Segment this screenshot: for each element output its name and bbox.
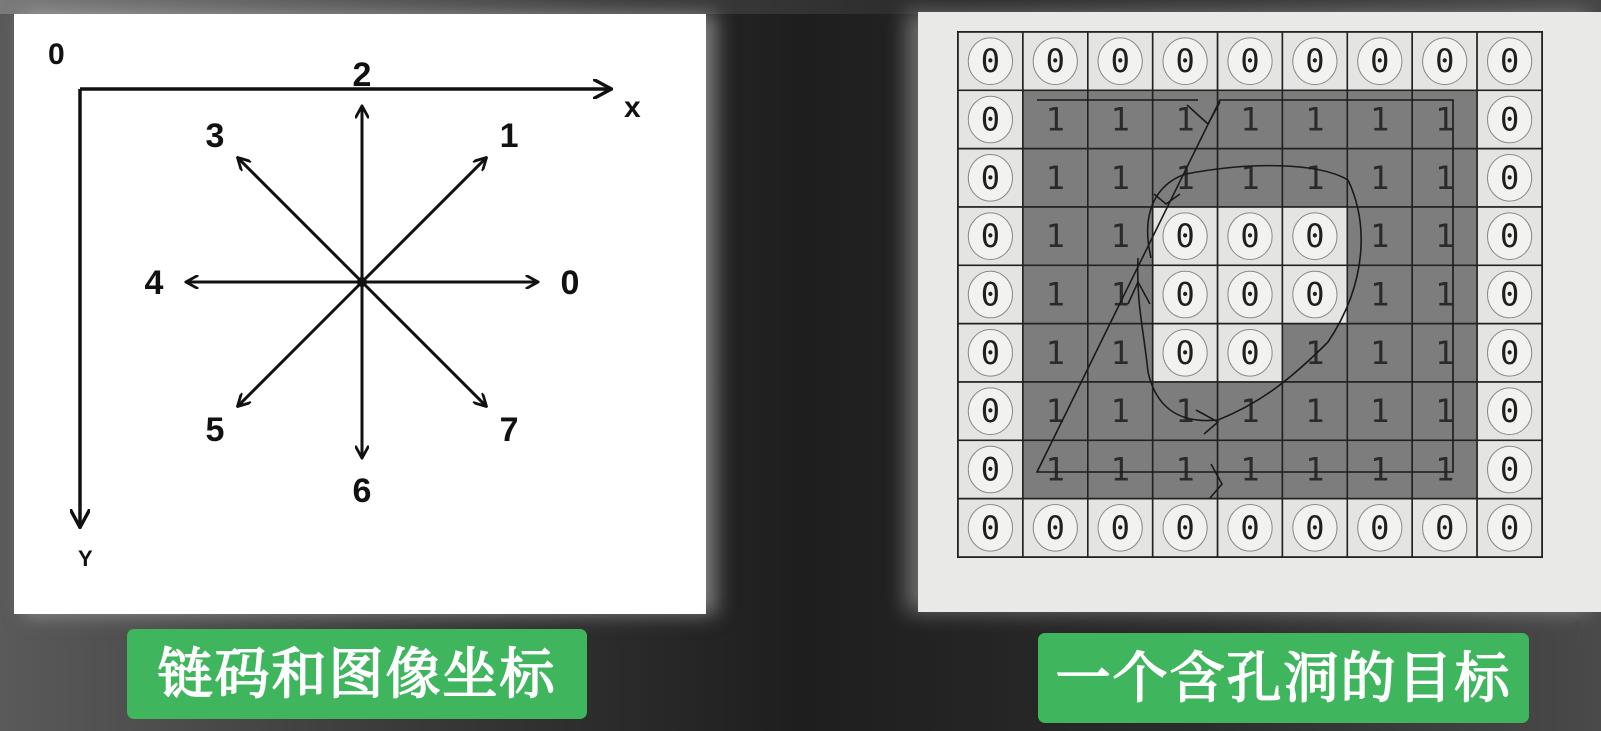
cell-value: 0 [980, 333, 1001, 372]
cell-value: 0 [980, 450, 1001, 489]
cell-value: 0 [1370, 42, 1390, 81]
cell-value: 0 [1175, 275, 1195, 314]
cell-value: 0 [1499, 158, 1520, 197]
direction-arrow-1 [362, 158, 486, 282]
y-axis-label: Y [78, 546, 93, 571]
cell-value: 1 [1305, 450, 1325, 489]
cell-value: 0 [1175, 217, 1195, 256]
cell-value: 1 [1240, 392, 1260, 431]
cell-value: 1 [1370, 275, 1390, 314]
cell-value: 0 [1110, 508, 1130, 547]
object-with-hole-panel [918, 12, 1601, 612]
cell-value: 0 [1305, 42, 1325, 81]
caption-object-hole: 一个含孔洞的目标 [1038, 633, 1529, 723]
direction-label-5: 5 [205, 411, 225, 450]
cell-value: 0 [1175, 333, 1195, 372]
cell-value: 0 [1240, 508, 1260, 547]
cell-value: 1 [1045, 392, 1065, 431]
cell-value: 1 [1305, 333, 1325, 372]
direction-label-3: 3 [205, 116, 225, 155]
cell-value: 0 [980, 42, 1001, 81]
cell-value: 0 [980, 100, 1001, 139]
x-axis-label: x [624, 91, 641, 124]
cell-value: 0 [1175, 508, 1195, 547]
cell-value: 1 [1110, 217, 1130, 256]
cell-value: 1 [1175, 100, 1195, 139]
cell-value: 0 [1240, 333, 1260, 372]
direction-label-4: 4 [144, 264, 164, 302]
direction-label-0: 0 [560, 264, 580, 302]
cell-value: 0 [980, 217, 1001, 256]
cell-value: 0 [980, 275, 1001, 314]
cell-value: 1 [1370, 392, 1390, 431]
cell-value: 1 [1370, 158, 1390, 197]
cell-value: 1 [1045, 333, 1065, 372]
cell-value: 0 [1305, 508, 1325, 547]
cell-value: 0 [1499, 100, 1520, 139]
cell-value: 0 [980, 508, 1001, 547]
object-grid-diagram [918, 12, 1601, 612]
origin-label: 0 [48, 38, 65, 71]
direction-label-7: 7 [499, 411, 519, 450]
cell-value: 1 [1435, 217, 1455, 256]
cell-value: 1 [1110, 392, 1130, 431]
cell-value: 1 [1370, 217, 1390, 256]
cell-value: 1 [1435, 392, 1455, 431]
chain-code-diagram-panel [14, 14, 706, 614]
cell-value: 1 [1435, 450, 1455, 489]
cell-value: 1 [1045, 450, 1065, 489]
cell-value: 1 [1045, 100, 1065, 139]
cell-value: 1 [1175, 392, 1195, 431]
cell-value: 1 [1305, 392, 1325, 431]
cell-value: 1 [1110, 450, 1130, 489]
cell-value: 1 [1240, 450, 1260, 489]
chain-code-diagram [14, 14, 706, 614]
direction-label-1: 1 [499, 116, 519, 155]
cell-value: 0 [1240, 217, 1260, 256]
cell-value: 0 [1240, 42, 1260, 81]
cell-value: 1 [1305, 100, 1325, 139]
cell-value: 0 [1045, 42, 1065, 81]
cell-value: 1 [1435, 333, 1455, 372]
center-dot [357, 277, 367, 287]
corner-mark: 1 [1568, 615, 1589, 653]
cell-value: 1 [1045, 275, 1065, 314]
cell-value: 1 [1370, 333, 1390, 372]
cell-value: 0 [1499, 392, 1520, 431]
cell-value: 1 [1240, 158, 1260, 197]
direction-arrow-5 [238, 282, 362, 406]
cell-value: 0 [1499, 508, 1520, 547]
cell-value: 0 [1175, 42, 1195, 81]
cell-value: 0 [980, 158, 1001, 197]
caption-chain-code: 链码和图像坐标 [127, 629, 587, 719]
cell-value: 0 [1499, 450, 1520, 489]
cell-value: 1 [1045, 217, 1065, 256]
cell-value: 1 [1110, 275, 1130, 314]
cell-value: 1 [1435, 158, 1455, 197]
cell-value: 1 [1175, 158, 1195, 197]
cell-value: 0 [1110, 42, 1130, 81]
cell-value: 1 [1370, 450, 1390, 489]
cell-value: 1 [1110, 333, 1130, 372]
grid-cells [958, 32, 1542, 557]
cell-value: 1 [1175, 450, 1195, 489]
cell-value: 0 [1305, 275, 1325, 314]
cell-value: 0 [1499, 42, 1520, 81]
direction-label-6: 6 [352, 472, 372, 510]
cell-value: 0 [1240, 275, 1260, 314]
cell-value: 1 [1435, 275, 1455, 314]
cell-value: 1 [1435, 100, 1455, 139]
cell-value: 1 [1110, 158, 1130, 197]
cell-value: 0 [1499, 275, 1520, 314]
cell-value: 0 [1435, 508, 1455, 547]
direction-label-2: 2 [352, 56, 372, 94]
cell-value: 0 [1370, 508, 1390, 547]
direction-arrow-3 [238, 158, 362, 282]
cell-value: 0 [1045, 508, 1065, 547]
cell-value: 0 [980, 392, 1001, 431]
cell-value: 1 [1305, 158, 1325, 197]
cell-value: 0 [1499, 333, 1520, 372]
cell-value: 0 [1305, 217, 1325, 256]
cell-value: 0 [1435, 42, 1455, 81]
cell-value: 0 [1499, 217, 1520, 256]
cell-value: 1 [1110, 100, 1130, 139]
cell-value: 1 [1045, 158, 1065, 197]
cell-value: 1 [1240, 100, 1260, 139]
cell-value: 1 [1370, 100, 1390, 139]
direction-arrow-7 [362, 282, 486, 406]
